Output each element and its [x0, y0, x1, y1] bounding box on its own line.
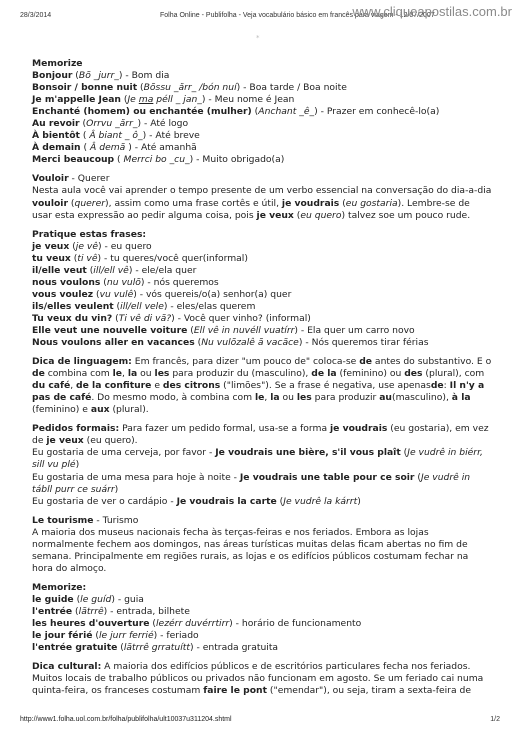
phrase-item: il/elle veut (ill/ell vê) - ele/ela quer — [32, 264, 197, 276]
print-title: Folha Online - Publifolha - Veja vocabulário básico em francês para viagem - 12/07/2007 — [160, 12, 435, 19]
vocab-item: Bonsoir / bonne nuit (Bõssu _ărr_ /bón nuí) - Boa tarde / Boa noite — [32, 82, 347, 94]
memorize2-list — [32, 594, 492, 654]
vocab-item: le guide (le guíd) - guia — [32, 593, 144, 605]
phrase-item: je veux (je vê) - eu quero — [32, 240, 152, 252]
phrase-item: Tu veux du vin? (Ti vê di vã?) - Você quer vinho? (informal) — [32, 312, 311, 324]
vocab-item: Je m'appelle Jean (Je ma péll _ jan_) - Meu nome é Jean — [32, 94, 295, 106]
memorize2-title: Memorize: — [32, 581, 87, 593]
phrase-item: vous voulez (vu vulê) - vós quereis/o(a) senhor(a) quer — [32, 288, 292, 300]
vocab-item: À bientôt ( Â biant _ ô_) - Até breve — [32, 130, 200, 142]
dica-cultural-paragraph: Dica cultural: A maioria dos edifícios públicos e de escritórios particulares fecha nos feriados. Muitos locais de trabalho públicos ou privados não funcionam em agosto. Se um feriado cai numa quinta-feira, os franceses costumam faire le pont ("emendar"), ou seja, tiram a sexta-feira de — [32, 661, 484, 697]
vocab-item: Enchanté (homem) ou enchantée (mulher) (Anchant _ê_) - Prazer em conhecê-lo(a) — [32, 106, 440, 118]
vocab-item: Bonjour (Bõ _jurr_) - Bom dia — [32, 70, 170, 82]
vocab-item: Au revoir (Orrvu _ărr_) - Até logo — [32, 118, 189, 130]
pedido-example: Eu gostaria de ver o cardápio - Je voudrais la carte (Je vudrê la kárrt) — [32, 495, 361, 507]
phrase-item: nous voulons (nu vulõ) - nós queremos — [32, 276, 219, 288]
phrase-item: tu veux (ti vê) - tu queres/você quer(informal) — [32, 252, 248, 264]
pedido-example: Eu gostaria de uma mesa para hoje à noite - Je voudrais une table pour ce soir (Je vudrê in tábll purr ce suárr) — [32, 471, 471, 495]
vouloir-paragraph: Nesta aula você vai aprender o tempo presente de um verbo essencial na conversação do dia-a-dia vouloir (querer), assim como uma frase cortês e útil, je voudrais (eu gostaria). Lembre-se de usar esta expressão ao pedir alguma coisa, pois je veux (eu quero) talvez soe um pouco rude. — [32, 185, 492, 221]
source-url-link[interactable]: http://www1.folha.uol.com.br/folha/publifolha/ult10037u311204.shtml — [20, 716, 232, 723]
vocab-item: l'entrée (lãtrrê) - entrada, bilhete — [32, 605, 190, 617]
phrase-item: Nous voulons aller en vacances (Nu vulõzalê ã vacãce) - Nós queremos tirar férias — [32, 337, 429, 349]
pratique-list — [32, 241, 492, 349]
tourisme-paragraph: A maioria dos museus nacionais fecha às terças-feiras e nos feriados. Embora as lojas normalmente fechem aos domingos, nas áreas turísticas muitas delas ficam abertas no fim de semana. Principalmente em regiões rurais, as lojas e os edifícios públicos costumam fechar na hora do almoço. — [32, 526, 469, 574]
vouloir-heading: Vouloir - Querer — [32, 173, 110, 185]
vocab-item: l'entrée gratuite (lãtrrê grratuítt) - entrada gratuita — [32, 642, 279, 654]
vocab-item: À demain ( Â demã ) - Até amanhã — [32, 142, 197, 154]
page-footer — [20, 716, 500, 726]
pedido-example: Eu gostaria de uma cerveja, por favor - Je voudrais une bière, s'il vous plaît (Je vudrê in biérr, sill vu plé) — [32, 447, 483, 471]
tourisme-heading: Le tourisme - Turismo — [32, 514, 139, 526]
vocab-item: Merci beaucoup ( Merrci bo _cu_) - Muito obrigado(a) — [32, 154, 285, 166]
print-date: 28/3/2014 — [20, 12, 52, 19]
watermark: www.cliqueapostilas.com.br — [352, 4, 512, 19]
vocab-item: les heures d'ouverture (lezérr duvérrtirr) - horário de funcionamento — [32, 618, 362, 630]
pratique-title: Pratique estas frases: — [32, 228, 147, 240]
page-header — [20, 4, 512, 23]
separator-mark: * — [256, 34, 260, 42]
pedidos-intro: Pedidos formais: Para fazer um pedido formal, usa-se a forma je voudrais (eu gostaria), em vez de je veux (eu quero). — [32, 423, 489, 447]
phrase-item: ils/elles veulent (ill/ell vele) - eles/elas querem — [32, 300, 256, 312]
dica-linguagem-paragraph: Dica de linguagem: Em francês, para dizer "um pouco de" coloca-se de antes do substantivo. E o de combina com le, la ou les para produzir du (masculino), de la (feminino) ou des (plural), com du café, de la confiture e des citrons ("limões"). Se a frase é negativa, use apenasde: Il n'y a pas de café. Do mesmo modo, à combina com le, la ou les para produzir au(masculino), à la (feminino) e aux (plural). — [32, 356, 492, 416]
memorize-title: Memorize — [32, 58, 83, 69]
vocab-item: le jour férié (le jurr ferrié) - feriado — [32, 630, 199, 642]
memorize-list — [32, 70, 492, 166]
article-body — [32, 58, 492, 697]
page-number: 1/2 — [490, 716, 500, 723]
phrase-item: Elle veut une nouvelle voiture (Ell vê in nuvéll vuatírr) - Ela quer um carro novo — [32, 324, 415, 336]
